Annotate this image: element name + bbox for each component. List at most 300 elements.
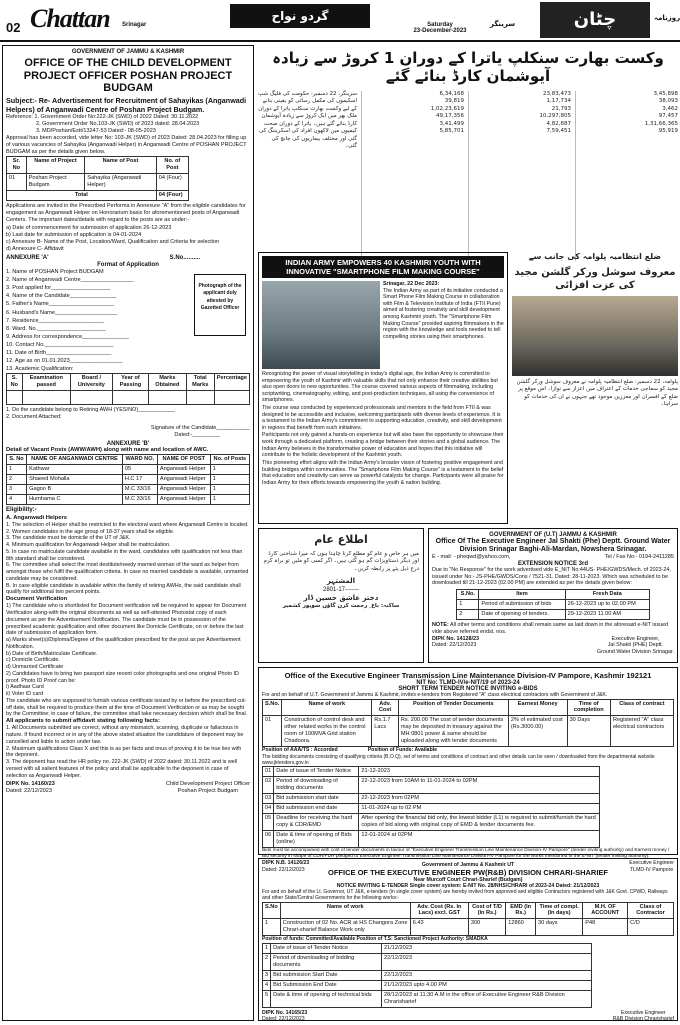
stat-number: 10,297,805 — [539, 113, 571, 120]
chrari-table — [262, 902, 674, 937]
cell: Period of downloading of bidding documents — [271, 953, 382, 970]
stat-number: 3,45,898 — [653, 91, 678, 97]
bid-intro: The bidding documents consisting of qualifying criteria (B.O.Q), set of terms and conditions of contract and other details can be seen / downloaded from the departmental website www.jktenders.gov.in — [262, 753, 655, 767]
cell: Anganwadi Helper — [157, 465, 210, 475]
stat-number: 5,85,701 — [439, 128, 464, 135]
affidavit-list — [6, 725, 250, 779]
chrari-header: Adv. Cost (Rs. In Lacs) excl. GST — [410, 902, 468, 919]
cell: 1 — [210, 495, 249, 505]
cell: Period of downloading of bidding documents — [274, 777, 359, 794]
vacancy-header: NAME OF POST — [157, 455, 210, 465]
cell: 3 — [263, 970, 271, 980]
pampore-intro: For and on behalf of U.T. Government of Jammu & Kashmir, invites e-tenders from Registered "A" class electrical contractors with Government of J&K. — [262, 692, 608, 698]
poshan-govt: GOVERNMENT OF JAMMU & KASHMIR — [71, 49, 185, 55]
pampore-header: Earnest Money — [508, 699, 567, 716]
cell: Total — [7, 191, 157, 201]
masthead — [0, 0, 680, 42]
posts-header: No. of Post — [156, 157, 188, 174]
army-para: The Indian Army as part of its initiative conducted a Smart Phone Film Making Course in collaboration with Film & Television Institute of India (FTII Pune) aimed at fostering creativity and skill development among Kashmiri youth. The "Smartphone Film Making Course" provided aspiring filmmakers in the region with the knowledge and tools needed to tell compelling stories using their smartphones. — [383, 287, 504, 340]
cell: 1 — [263, 943, 271, 953]
cell: 2 — [457, 610, 479, 620]
cell: 29-12-2023 11.00 AM — [565, 610, 649, 620]
form-line: 4. Name of the Candidate_______________ — [6, 293, 117, 300]
pampore-footnote: Bids must be accompanied with cost of tender documents in favour of "Executive Engineer Transmission Line Maintenance Division-IV Pampore" (tender inviting authority) and Earnest money / Bid security in shape of CDR/FDR pledged to Executive Engineer Transmission Line Maintenance Division-IV Pampore for the works mentioned in the E-NIT (tender inviting authority). — [262, 848, 670, 860]
cell: Rs. 200.00 The cost of tender documents may be deposited in treasury against the MH 0801 power & same should be uploaded along with tender documents — [398, 716, 508, 747]
funds-position: Position of Funds: Available — [367, 747, 438, 754]
poshan-para: Applications are invited in the Prescribed Performa in Annexure "A" from the eligible candidates for engagement as Anganwadi Helper on Honorarium basis for aforementioned posts of Anganwadi Centers. The important dates/details with regard to the posts are as under:- — [6, 203, 246, 224]
cell: Deadline for receiving the hard copy & CDR/EMD — [274, 814, 359, 831]
poshan-ref: 3. MD/Poshan/Estt/13247-53 Dated:- 08-05-2023 — [36, 127, 156, 134]
annexure-a-title: ANNEXURE 'A' — [6, 254, 49, 261]
table-row — [7, 475, 250, 485]
vacancy-table — [6, 454, 250, 505]
army-para: This pioneering effort aligns with the Indian Army's broader vision of fostering positive engagement and building bridges within communities. The "Smartphone Film Making Course" is a testament to the belief that education and creativity can serve as powerful catalysts for change. Participants were all praise for Indian Army for their efforts towards empowering the youth & nation building. — [262, 459, 504, 486]
form-line: 12. Age as on 01.01.2023_________________ — [6, 358, 123, 365]
form-line: 7. Residence_____________________ — [6, 317, 104, 324]
application-form — [6, 268, 250, 373]
table-row — [7, 391, 250, 405]
pulwama-kicker: ضلع انتظامیہ پلوامہ کی جانب سے — [528, 252, 662, 261]
poshan-intro: Approval has been accorded, vide letter No: 103-JK (SWD) of 2023 Dated: 28.04.2023 for filling up of various vacancies of Sahayika (Anganwadi Helper) in Anganwadi Centre of POSHAN PROJECT BUDGAM as per the details given below. — [6, 134, 247, 155]
chrari-intro: For and on behalf of the Lt. Governor, UT J&K, e-tenders (in single cover system) are hereby invited from approved and eligible Contractors registered with J&K Govt. CPWD, Railways and other State/Central Governments for the following works:- — [262, 889, 668, 902]
army-story — [258, 252, 508, 524]
form-line: 3. Post applied for___________________ — [6, 285, 111, 292]
chrari-header: Class of Contractor — [628, 902, 674, 919]
list-item: 2. Maximum qualifications Class X and this is as per facts and onus of proving it to be true lies with the deponent. — [6, 745, 242, 759]
chrari-header: M.H. OF ACCOUNT — [583, 902, 628, 919]
pulwama-headline: معروف سوشل ورکر گلشن مجید کی عزت افزائی — [514, 266, 676, 292]
posts-header: Sr. No — [7, 157, 27, 174]
doc-verification-title: Document Verification — [6, 596, 68, 603]
cell: 2% of estimated cost (Rs.3000.00) — [508, 716, 567, 747]
table-row — [263, 804, 600, 814]
signer-office: Poshan Project Budgam — [177, 788, 239, 795]
declaration — [6, 407, 250, 439]
cell: 11-01-2024 up to 02 PM — [359, 804, 599, 814]
cell: Rs.1.7 Lacs — [372, 716, 399, 747]
chrari-header: Time of compl. (In days) — [536, 902, 583, 919]
poshan-footer — [6, 781, 250, 795]
jalshakti-email: E - mail: - pheqwd@yahoo.com, — [432, 554, 511, 561]
cell: Anganwadi Helper — [157, 475, 210, 485]
table-row — [263, 767, 600, 777]
cell: C/D — [628, 919, 674, 936]
cell: 21-12-2023 — [359, 767, 599, 777]
table-row — [263, 943, 592, 953]
cell: H.C 17 — [122, 475, 157, 485]
table-row — [263, 794, 600, 804]
cell: Bid submission start date — [274, 794, 359, 804]
aaa-position: Position of AAA/TS : Accorded — [262, 747, 338, 754]
table-row — [7, 465, 250, 475]
dipk-number: DIPK No. 14128/23 — [432, 635, 480, 642]
pampore-nit: NIT No: TLMD-IV/e-NIT/19 of 2023-24 — [416, 680, 520, 686]
vacancy-title: Detail of Vacant Posts (AWW/AWH) along with name and location of AWC. — [6, 446, 209, 453]
list-item: a) Marks sheet(s)/Diploma/Degree of the qualification prescribed for the post as per Advertisement Notification. — [6, 637, 241, 650]
urdu-top-story — [258, 45, 678, 250]
jalshakti-office: Office Of The Executive Engineer Jal Shakti (Phe) Deptt. Ground Water Division Srinagar Baghi-Ali-Mardan, Nowshera Srinagar. — [435, 538, 671, 554]
qual-header: Board / University — [70, 374, 112, 391]
list-item: 1. All Documents submitted are correct, without any mismatch, scanning, duplicate or fallacious in nature. If found incorrect or in any of the above stated situation the candidature of deponent may be cancelled and liable to action under law. — [6, 725, 244, 745]
eligibility-list — [6, 522, 250, 596]
urdu-column — [361, 91, 464, 261]
cell: 12860 — [506, 919, 536, 936]
cell: 300 — [468, 919, 505, 936]
stat-number: 6,34,168 — [439, 91, 464, 97]
list-item: 1) The candidate who is shortlisted for Document verification will be required to appear for Document Verification along-with the original documents as well as self-attested Photostat copy of each document as per the Advertisement Notification. The candidate must be in possession of the prescribed academic qualification and other document like Domicile Certificate, on or before the last date of submission of application form. — [6, 603, 247, 637]
poshan-advertisement — [2, 45, 254, 1021]
pampore-header: S.No. — [263, 699, 282, 716]
list-item: b) Date of Birth/Matriculate Certificate. — [6, 650, 98, 657]
pulwama-story — [512, 252, 678, 524]
signer-line: Executive Engineer — [629, 860, 674, 867]
signer-title: Child Development Project Officer — [165, 781, 250, 788]
notice-date: Dated: 22/12/2023 — [432, 642, 477, 649]
urdu-newspaper-logo: چٹان — [540, 2, 650, 38]
chrari-header: Name of work — [280, 902, 410, 919]
stat-number: 21,793 — [551, 105, 571, 112]
qual-header: Total Marks — [186, 374, 214, 391]
chrari-schedule — [262, 943, 592, 1008]
posts-table — [6, 156, 189, 201]
stat-number: 97,457 — [658, 113, 678, 120]
qual-header: Percentage — [214, 374, 249, 391]
list-item: 2. Women candidates in the age group of 18-37 years shall be eligible. — [6, 528, 175, 535]
list-item: d) Unmarried Certificate — [6, 664, 64, 671]
pampore-schedule — [262, 766, 600, 848]
list-item: The candidate who are supposed to furnish various certificate issued by or before the prescribed cut-off date, shall be required to produce them at the time of Document Verification or as may be sought by the Committee; in case of failure, the committee shall take necessary decision which shall be final. — [6, 697, 248, 718]
table-row — [263, 953, 592, 970]
date-line: c) Annexure B- Name of the Post, Location/Ward, Qualification and Criteria for selection — [6, 238, 220, 245]
pampore-header: Time of completion — [567, 699, 610, 716]
stat-number: 1,02,23,619 — [430, 105, 464, 112]
footer-date: Dated: 22/12/2023 — [6, 788, 53, 795]
jalshakti-notice — [428, 528, 678, 663]
urdu-city: سرینگر — [490, 20, 516, 28]
list-item: 5. In case no matriculate candidate available in the ward, candidates with qualification not less than 8th standard shall be considered. — [6, 548, 243, 562]
signer-line: Executive Engineer, — [611, 635, 660, 642]
cell: 05 — [263, 814, 274, 831]
cell: 4 — [7, 495, 27, 505]
chrari-tender — [258, 858, 678, 1021]
cell: 2 — [7, 475, 27, 485]
stat-number: 95,919 — [658, 128, 678, 135]
doc-verification-list — [6, 603, 250, 718]
cell: 30 Days — [567, 716, 610, 747]
chrari-office: OFFICE OF THE EXECUTIVE ENGINEER PW(R&B) DIVISION CHRARI-SHARIEF — [327, 868, 608, 877]
cell: 22/12/2023 — [382, 953, 592, 970]
urdu-daily-label: روزنامہ — [654, 14, 680, 22]
form-line: 8. Ward. No.______________________ — [6, 325, 106, 332]
table-row — [263, 777, 600, 794]
form-line: 11. Date of Birth_____________________ — [6, 350, 112, 357]
pampore-header: Class of contract — [610, 699, 673, 716]
urdu-headline: وکست بھارت سنکلپ یاترا کے دوران 1 کروڑ سے زیادہ آیوشمان کارڈ بنائے گئے — [272, 49, 664, 85]
stat-number: 3,462 — [662, 105, 678, 112]
logo-subtitle: Srinagar — [122, 22, 147, 28]
chrari-header: S.No — [263, 902, 281, 919]
table-row — [263, 990, 592, 1007]
stat-number: 49,17,356 — [436, 113, 464, 120]
notice-phone: 2801-17------- — [322, 586, 359, 593]
notice-date: Dated: 22/12/2023 — [262, 1016, 305, 1023]
urdu-column — [468, 91, 571, 261]
cell: Bid Submission End Date — [271, 980, 382, 990]
poshan-office: OFFICE OF THE CHILD DEVELOPMENT PROJECT OFFICER POSHAN PROJECT BUDGAM — [23, 57, 233, 95]
chrari-positions: Position of funds: Committed/Available Position of T.S: Sanctioned Project Authority: SMADKA — [262, 936, 488, 943]
cell: 4 — [263, 980, 271, 990]
cell: Date of issue of Tender Notice — [271, 943, 382, 953]
urdu-column: سرینگر، 22 دسمبر: حکومت کی فلیگ شپ اسکیموں کی مکمل رسائی کو یقینی بنانے کے لیے وکست بھارت سنکلپ یاترا کے دوران ملک بھر میں ایک کروڑ سے زیادہ آیوشمان کارڈ بنائے گئے ہیں۔ یاترا کے دوران صحت کیمپوں میں لاکھوں افراد کی اسکریننگ کی گئی اور مختلف بیماریوں کی جانچ کی گئی۔ — [258, 91, 357, 149]
signer-line: TLMD-IV Pampore — [630, 866, 674, 873]
stat-number: 1,31,66,365 — [644, 120, 678, 127]
qualification-table — [6, 373, 250, 405]
cell: Kathwar — [27, 465, 123, 475]
vacancy-header: S. No — [7, 455, 27, 465]
pulwama-photo — [512, 296, 678, 376]
cell: 1 — [210, 485, 249, 495]
notice-date: Dated: 22/12/2023 — [262, 866, 305, 873]
poshan-subject: Subject:- Re- Advertisement for Recruitment of Sahayikas (Anganwadi Helpers) of Anganwadi Centre of Poshan Project Budgam. — [6, 95, 247, 114]
cell: 22/12/2023 — [382, 970, 592, 980]
table-row — [7, 191, 189, 201]
chrari-address: Near Murcoff Court Chrari-Sharief (Budgam) — [413, 877, 523, 883]
date-line: d) Annexure C- Affidavit — [6, 245, 64, 252]
cell: 2 — [263, 953, 271, 970]
pampore-title: Office of the Executive Engineer Transmission Line Maintenance Division-IV Pampore, Kashmir 192121 — [284, 671, 652, 680]
form-line: 13. Academic Qualification: — [6, 366, 74, 373]
annexure-b-title: ANNEXURE 'B' — [106, 440, 150, 447]
cell: Anganwadi Helper — [157, 485, 210, 495]
table-row — [263, 980, 592, 990]
list-item: 3. The deponent has read the HR policy no. 222-JK (SWD) of 2022 dated: 30.11.2022 and is well versed with all salient features of the policy and shall be applicable to the deponent in case of selection as Anganwadi Helper. — [6, 759, 238, 779]
pampore-table — [262, 699, 674, 748]
table-row — [7, 495, 250, 505]
stat-number: 4,82,687 — [546, 120, 571, 127]
table-row — [263, 814, 600, 831]
qual-header: Marks Obtained — [149, 374, 187, 391]
table-row — [7, 174, 189, 191]
format-title: Format of Application — [97, 262, 159, 268]
list-item: 3. The candidate must be domicile of the UT of J&K. — [6, 535, 131, 542]
poshan-dates — [6, 225, 250, 253]
list-item: 4. Minimum qualification for Anganwadi Helper shall be matriculation. — [6, 542, 171, 549]
notice-name: دختر عاشق حسین ڈار — [303, 594, 379, 603]
extension-title: EXTENSION NOTICE 3rd — [517, 560, 588, 567]
jalshakti-tel: Tel / Fax No:- 0194-2411285 — [604, 554, 674, 561]
form-line: 5. Father's Name_____________________ — [6, 301, 115, 308]
section-title-urdu: گردو نواح — [230, 4, 370, 28]
army-para: Recognizing the power of visual storytelling in today's digital age, the Indian Army is committed to empowering the youth of Kashmir with valuable skills that not only enhance their creative abilities but also open doors to new opportunities. The course covered various aspects of filmmaking, including scriptwriting, cinematography, editing, and post-production techniques, all using the convenience of smartphones. — [262, 371, 498, 404]
cell: Date & time of opening of Bids (online) — [274, 831, 359, 848]
cell: 05 — [122, 465, 157, 475]
poshan-ref: Reference: 1. Government Order No:222-JK (SWD) of 2022 Dated: 30.11.2022 — [6, 114, 199, 121]
pampore-header: Adv. Cost — [372, 699, 399, 716]
cell: 04 — [263, 804, 274, 814]
cell: 21/12/2023 upto 4.00 PM — [382, 980, 592, 990]
cell: 01 — [263, 716, 282, 747]
form-line: 2. Name of Anganwadi Centre_________________ — [6, 277, 134, 284]
qual-header: Year of Passing — [112, 374, 148, 391]
signer-line: R&B Division Chrarisharief — [612, 1016, 674, 1023]
cell: Date & time of opening of technical bids — [271, 990, 382, 1007]
cell: 1 — [210, 475, 249, 485]
form-line: 1. Name of POSHAN Project BUDGAM — [6, 269, 104, 275]
cell: Date of issue of Tender Notice — [274, 767, 359, 777]
list-item: 6. The committee shall select the most destitute/needy married woman of the ward as helper from amongst those who fulfil the qualification criteria. In case no married candidate is available, unmarried candidate may be considered. — [6, 562, 249, 582]
army-group-photo — [262, 281, 380, 369]
chrari-header: Cost of T/D (In Rs.) — [468, 902, 505, 919]
affidavit-title: All applicants to submit affidavit stating following facts: — [6, 718, 160, 725]
ext-header: Item — [479, 590, 565, 600]
list-item: i) Aadhaar Card — [6, 684, 44, 691]
dipk-number: DIPK No. 14165/23 — [262, 1009, 308, 1016]
cell: 5 — [263, 990, 271, 1007]
cell: 04 (Four) — [156, 174, 188, 191]
cell: Bid submission Start Date — [271, 970, 382, 980]
table-row — [7, 485, 250, 495]
cell: M.C 33/16 — [122, 485, 157, 495]
cell: 22-12-2023 from 10AM to 11-01-2024 to 02PM — [359, 777, 599, 794]
cell: Construction of control desk and other related works in the control room of 100MVA Grid station Chadoora. — [282, 716, 372, 747]
army-dateline: Srinagar, 22 Dec 2023: — [383, 281, 440, 287]
table-row — [263, 919, 674, 936]
cell: 1 — [457, 600, 479, 610]
cell: 22-12-2023 from 02PM — [359, 794, 599, 804]
cell: 6.43 — [410, 919, 468, 936]
urdu-columns — [258, 91, 678, 261]
army-para: The course was conducted by experienced professionals and mentors in the field from FTII & was designed to be accessible and inclusive, welcoming participants with diverse levels of experience. It is a testament to the Indian Army's commitment to supporting education, creativity, and skill development in regions that benefit from such initiatives. — [262, 405, 502, 431]
cell: Humhama C — [27, 495, 123, 505]
cell: Bid submission end date — [274, 804, 359, 814]
list-item: 2) Candidates have to bring two passport size recent color photographs and one original Photo ID proof. Photo ID Proof can be: — [6, 670, 239, 684]
cell: 1 — [7, 465, 27, 475]
list-item: B. In case eligible candidate is available within the family of retiring AWHs, the said candidate shall qualify for additional two percent points. — [6, 582, 241, 596]
posts-header: Name of Post — [85, 157, 156, 174]
awh-title: A. Anganwadi Helpers — [6, 514, 67, 521]
signer-line: Ground Water Division Srinagar. — [596, 649, 674, 656]
form-line: 10. Contact No.______________________ — [6, 341, 114, 348]
cell: Poshan Project Budgam — [26, 174, 85, 191]
ext-header: S.No. — [457, 590, 479, 600]
army-headline: INDIAN ARMY EMPOWERS 40 KASHMIRI YOUTH WITH INNOVATIVE "SMARTPHONE FILM MAKING COURSE" — [262, 256, 504, 278]
form-line: 9. Address for correspondence_______________ — [6, 333, 129, 340]
cell: P48 — [583, 919, 628, 936]
vacancy-header: WARD NO. — [122, 455, 157, 465]
notice-title: اطلاع عام — [314, 533, 368, 546]
vacancy-header: NAME OF ANGANWADI CENTRE — [27, 455, 123, 465]
list-item: ii) Voter ID card — [6, 691, 44, 698]
eligibility-title: Eligibility:- — [6, 507, 37, 514]
signer-line: Jal Shakti (PHE) Deptt. — [607, 642, 664, 649]
candidate-signature: Signature of the Candidate___________ — [150, 425, 250, 432]
stat-number: 3,41,499 — [439, 120, 464, 127]
cell: 04 (Four) — [156, 191, 188, 201]
jalshakti-body: Due to "No Response" for the work advertised vide E_NIT No:44US- PHE/GWDS/Mech. of 2023-24, issued under No:- JS-PHE/GWDS/Cons / 7521-31. Dated: 28-11-2023. Which was scheduled to be downloaded till 21-12-2023 (02.00 PM) are extended as per the details given below: — [432, 566, 671, 587]
stat-number: 39,819 — [444, 98, 464, 105]
cell: Shaeed Mohalla — [27, 475, 123, 485]
list-item: 1. The selection of Helper shall be restricted to the electoral ward where Anganwadi Centre is located. — [6, 521, 249, 528]
cell: Sahayika (Anganwadi Helper) — [85, 174, 156, 191]
table-row — [263, 831, 600, 848]
signature-date: Dated:-_________ — [174, 432, 220, 439]
issue-date — [400, 22, 480, 34]
pampore-header: Name of work — [282, 699, 372, 716]
cell: Gagoo B — [27, 485, 123, 495]
cell: Period of submission of bids — [479, 600, 565, 610]
photo-box: Photograph of the applicant duly attested by Gazetted Officer — [194, 274, 246, 336]
dipk-number: DIPK N.B. 14126/23 — [262, 860, 310, 867]
cell: 28/12/2023 at 11:30 A.M in the office of Executive Engineer R&B Division Chrarisharief — [382, 990, 592, 1007]
note-label: NOTE: — [432, 622, 449, 629]
pampore-short: SHORT TERM TENDER NOTICE INVITING e-BIDS — [398, 686, 538, 692]
issue-day: Saturday — [427, 22, 453, 28]
urdu-column — [575, 91, 678, 261]
list-item: c) Domicile Certificate. — [6, 657, 60, 664]
chrari-nit: NOTICE INVITING E-TENDER Single cover system: E-NIT No. 28/NHS/CHRARI of 2023-24 Dated: 21/12/2023 — [336, 883, 600, 889]
army-para: Participants not only gained a hands-on experience but will also have the opportunity to showcase their work through a dedicated platform, creating a bridge between their stories and a global audience. The Indian Army believes in the transformative power of education and hopes that this initiative will contribute to the holistic development of the Kashmiri youth. — [262, 432, 504, 459]
cell: 12-01-2024 at 02PM — [359, 831, 599, 848]
date-line: b) Last date for submission of application is 04-01-2024 — [6, 231, 142, 238]
cell: 21/12/2023 — [382, 943, 592, 953]
stat-number: 38,093 — [658, 98, 678, 105]
table-row — [457, 610, 650, 620]
dipk-number: DIPK No. 14160/23 — [6, 781, 55, 788]
posts-header: Name of Project — [26, 157, 85, 174]
cell: 01 — [7, 174, 27, 191]
pulwama-body: پلوامہ، 22 دسمبر: ضلع انتظامیہ پلوامہ نے معروف سوشل ورکر گلشن مجید کو سماجی خدمات کے اعتراف میں اعزاز سے نوازا۔ اس موقع پر ضلع کے افسران اور معززین موجود تھے جنہوں نے ان کی خدمات کو سراہا۔ — [516, 378, 678, 408]
cell: 06 — [263, 831, 274, 848]
vacancy-header: No. of Posts — [210, 455, 249, 465]
notice-address: ساکنہ: باغ ِ رحمت کرن گاؤں سوپور کشمیر — [282, 603, 400, 610]
cell: Anganwadi Helper — [157, 495, 210, 505]
ext-header: Fresh Data — [565, 590, 649, 600]
notice-label: المشتہر — [326, 577, 356, 586]
cell: Construction of 02 No. ACR at HS Changora Zone Chrari-sharief Balance Work only — [280, 919, 410, 936]
cell: 26-12-2023 up to 02.00 PM — [565, 600, 649, 610]
signer-line: Executive Engineer — [620, 1009, 666, 1016]
chrari-govt: Government of Jammu & Kashmir UT — [421, 862, 515, 868]
issue-full-date: 23-December-2023 — [413, 28, 467, 34]
table-row — [263, 716, 674, 747]
note-body: All other terms and conditions shall remain same as laid down in the aforesaid e-NIT issued vide above referred endst. nos. — [432, 622, 669, 635]
page-number: 02 — [6, 20, 21, 35]
cell: 30 days — [536, 919, 583, 936]
cell: 1 — [210, 465, 249, 475]
cell: 03 — [263, 794, 274, 804]
jalshakti-govt: GOVERNMENT OF (U.T) JAMMU & KASHMIR — [489, 532, 617, 538]
stat-number: 7,59,451 — [546, 128, 571, 135]
date-line: a) Date of commencement for submission of application 26-12-2023 — [6, 225, 172, 231]
pampore-header: Position of Tender Documents — [398, 699, 508, 716]
cell: Registered "A" class electrical contractors — [610, 716, 673, 747]
cell: 01 — [263, 767, 274, 777]
poshan-references — [6, 114, 250, 135]
chrari-header: EMD (In Rs.) — [506, 902, 536, 919]
table-row — [457, 600, 650, 610]
extension-table — [456, 589, 650, 620]
cell: Date of opening of tenders. — [479, 610, 565, 620]
cell: After opening the financial bid only, the lowest bidder (L1) is required to submit/furnish the hard copies of bid along with original copy of EMD & tender documents fee. — [359, 814, 599, 831]
newspaper-logo: Chattan — [30, 4, 110, 33]
poshan-ref: 2. Government Order No.103-JK (SWD) of 2023 dated: 28.04.2023 — [36, 121, 200, 128]
form-line: 6. Husband's Name____________________ — [6, 309, 118, 316]
stat-number: 23,83,473 — [543, 91, 571, 97]
serial-number: S.No.......... — [169, 254, 200, 261]
qual-header: Examination passed — [22, 374, 70, 391]
cell: 1 — [263, 919, 281, 936]
public-notice — [258, 528, 424, 663]
